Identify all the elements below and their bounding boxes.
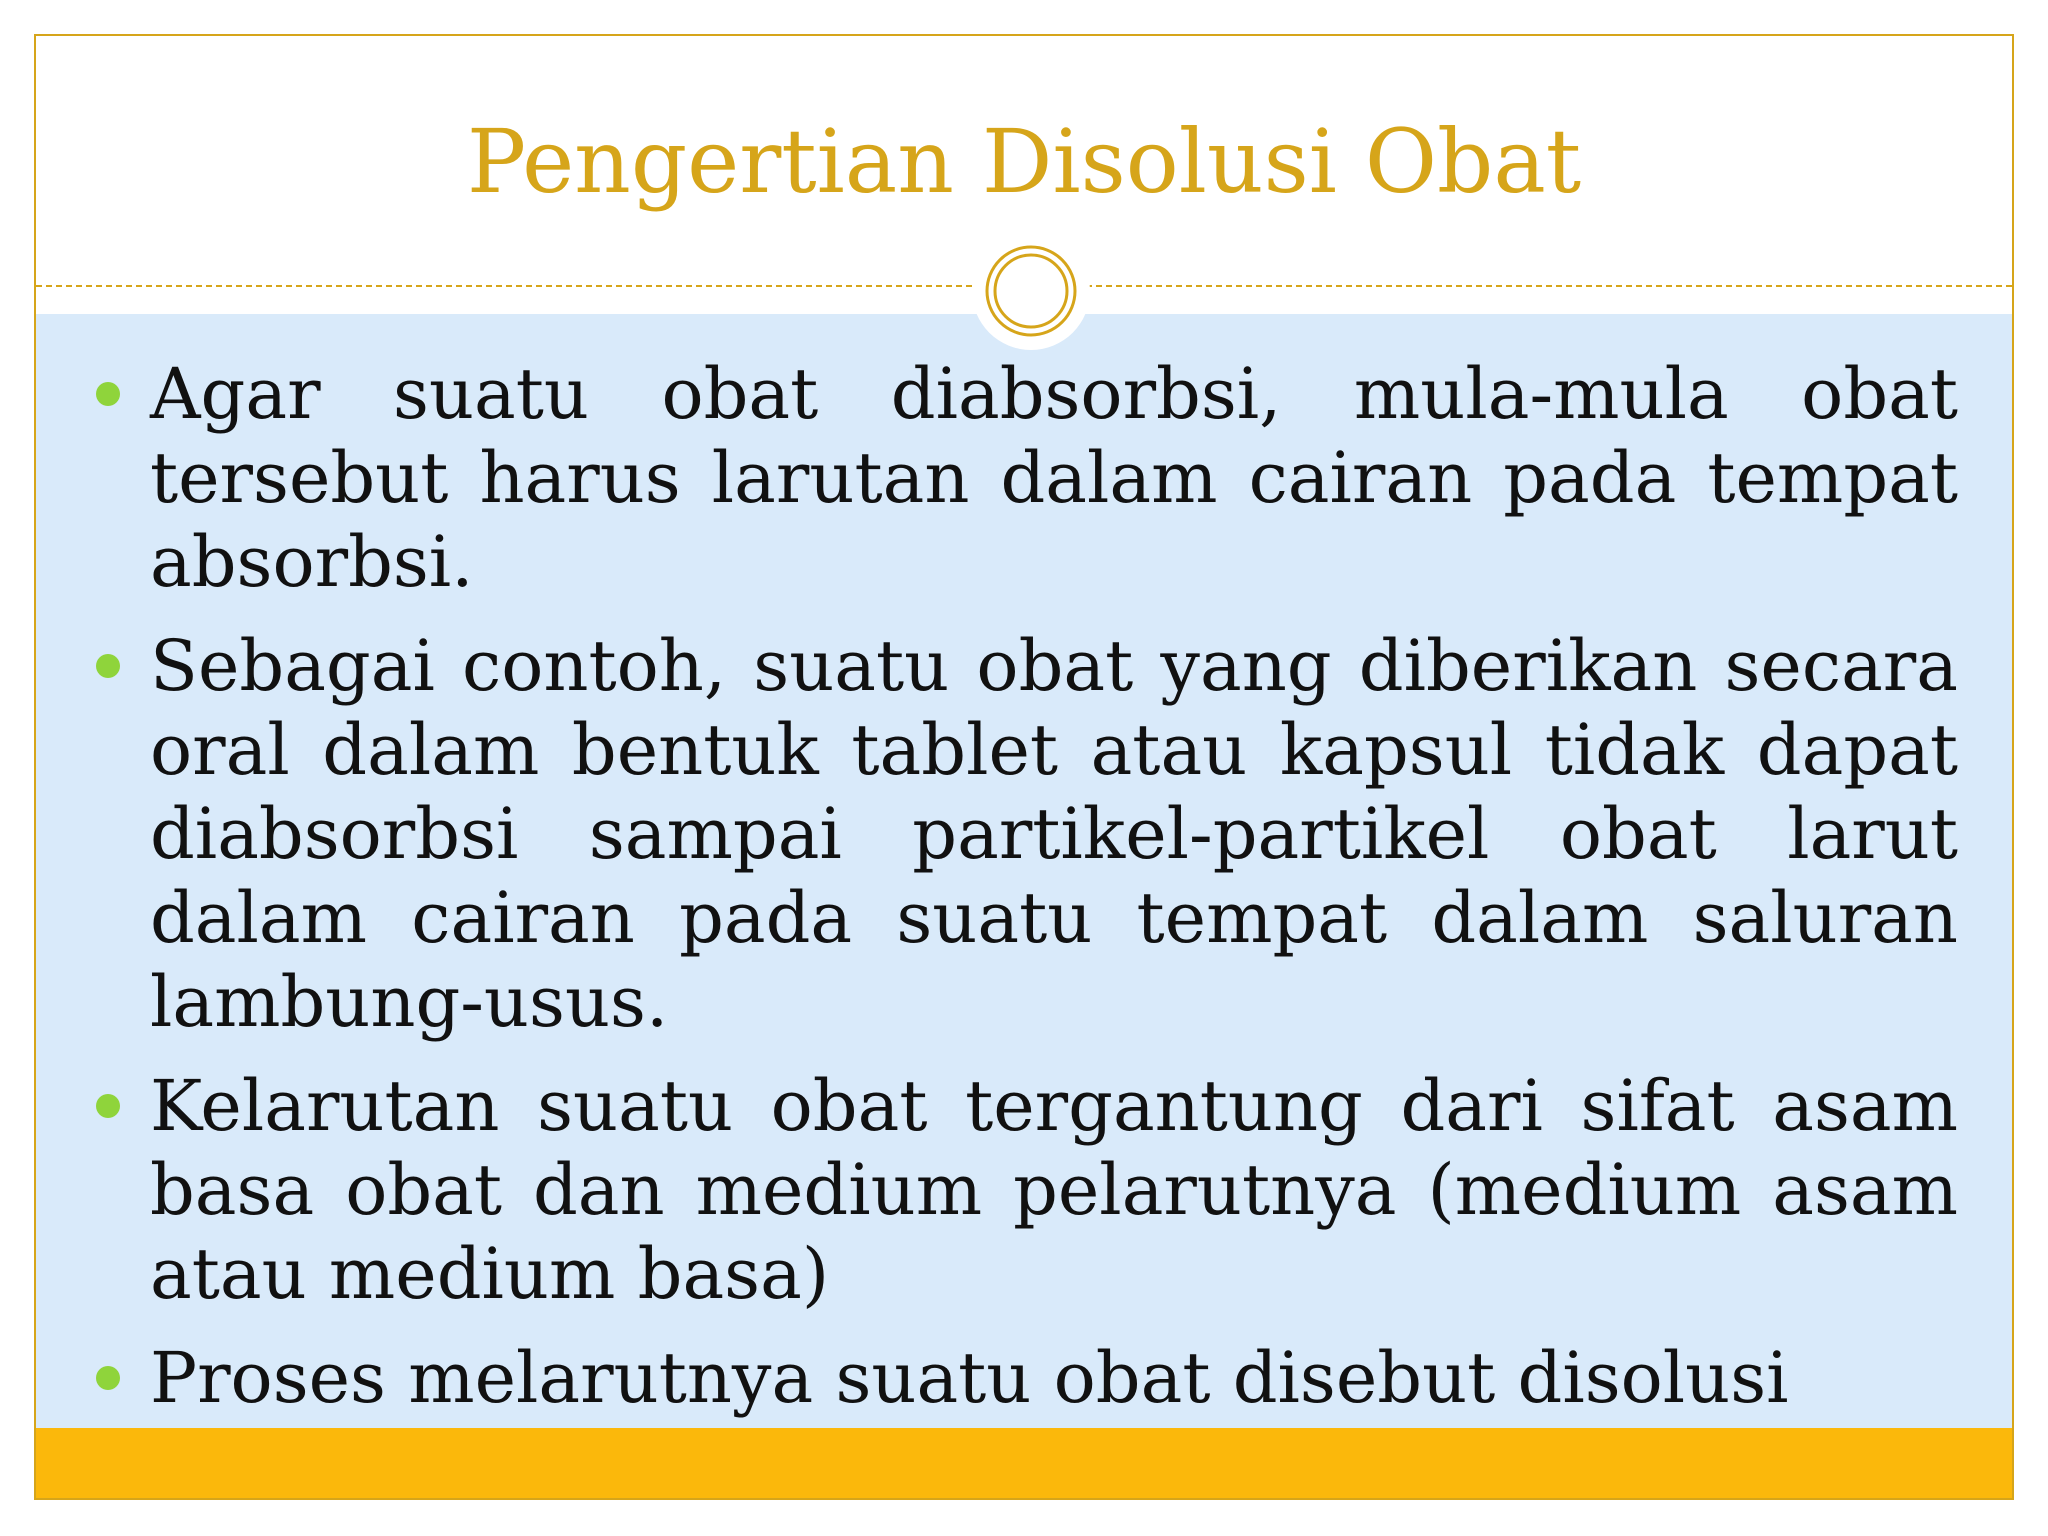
bullet-text: Sebagai contoh, suatu obat yang diberikan secara oral dalam bentuk tablet atau kapsul tidak dapat diabsorbsi sampai partikel-partikel obat larut dalam cairan pada suatu tempat dalam saluran lambung-usus. (150, 625, 1958, 1043)
bullet-text: Agar suatu obat diabsorbsi, mula-mula obat tersebut harus larutan dalam cairan pada tempat absorbsi. (150, 353, 1958, 603)
bullet-text: Proses melarutnya suatu obat disebut disolusi (150, 1337, 1789, 1419)
list-item (58, 1336, 1958, 1420)
round-bullet-icon (96, 654, 120, 678)
round-bullet-icon (96, 1094, 120, 1118)
bullet-list (58, 352, 1958, 1440)
bullet-text: Kelarutan suatu obat tergantung dari sifat asam basa obat dan medium pelarutnya (medium asam atau medium basa) (150, 1065, 1958, 1315)
list-item (58, 1064, 1958, 1316)
list-item (58, 352, 1958, 604)
round-bullet-icon (96, 1366, 120, 1390)
slide-title: Pengertian Disolusi Obat (466, 110, 1582, 213)
list-item (58, 624, 1958, 1044)
double-circle-icon (984, 244, 1078, 338)
round-bullet-icon (96, 382, 120, 406)
